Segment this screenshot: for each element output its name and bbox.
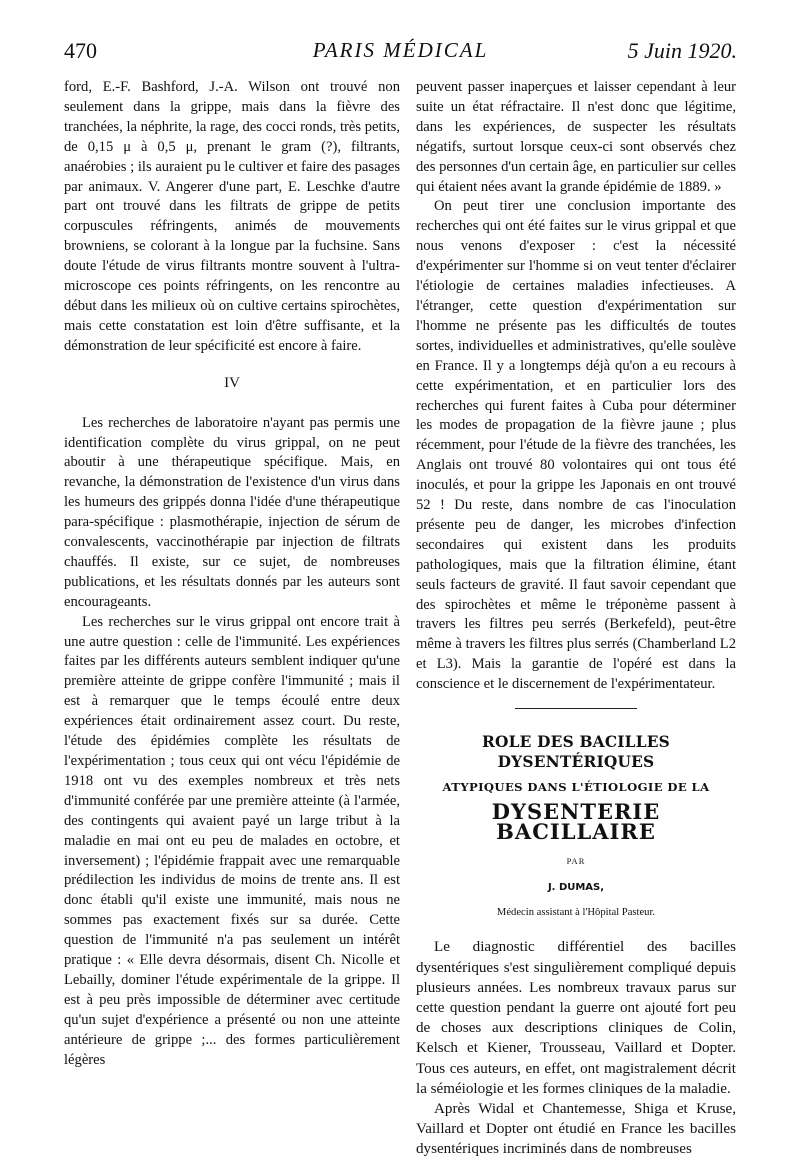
- left-paragraph-1: ford, E.-F. Bashford, J.-A. Wilson ont trouvé non seulement dans la grippe, mais dans la fièvre des tranchées, la néphrite, la rage, des cocci ronds, très petits, de 0,15 μ à 0,5 μ, prenant le gram (?), filtrants, anaérobies ; ils auraient pu le cultiver et faire des pasages par animaux. V. Angerer d'une part, E. Leschke d'autre part ont trouvé dans les filtrats de grippe de petits corpuscules réfringents, animés de mouvements browniens, se colorant à la longue par la fuchsine. Sans doute l'étude de virus filtrants montre souvent à l'ultra-microscope ces points réfringents, on les rencontre au début dans les milieux où on cultive certains spirochètes, mais cette constatation est loin d'être suffisante, et la démonstration de leur spécificité est encore à faire.: [64, 79, 400, 354]
- article-paragraph-2: Après Widal et Chantemesse, Shiga et Kruse, Vaillard et Dopter ont étudié en France les bacilles dysentériques incriminés dans de nombreuses: [416, 1100, 736, 1158]
- article-title-line-2: ATYPIQUES DANS L'ÉTIOLOGIE DE LA: [442, 779, 710, 794]
- section-number: IV: [224, 374, 240, 391]
- left-paragraph-3: Les recherches sur le virus grippal ont encore trait à une autre question : celle de l'immunité. Les expériences faites par les différents auteurs semblent indiquer qu'une première atteinte de grippe confère l'immunité ; mais il est à remarquer que le temps écoulé entre deux expériences était ordinairement assez court. Du reste, l'étude des épidémies complète les résultats de l'expérimentation ; tous ceux qui ont vécu l'épidémie de 1918 ont vu des exemples nombreux et très nets d'immunité conférée par une première atteinte (à l'armée, des contingents qui avaient payé un large tribut à la maladie en mai ont eu peu de malades en octobre, et inversement) ; l'épidémie frappait avec une remarquable prédilection les individus de moins de trente ans. Il est donc établi qu'il existe une immunité, mais nous ne sommes pas exactement fixés sur sa durée. Cette question de l'immunité n'a pas seulement un intérêt pratique : « Elle devra désormais, disent Ch. Nicolle et Lebailly, dominer l'étude expérimentale de la grippe. Il est à peu près impossible de déterminer avec certitude qu'un sujet d'expérience a présenté ou non une atteinte antérieure de grippe ;... des formes particulièrement légères: [64, 613, 400, 1068]
- page-header: [64, 38, 737, 68]
- section-divider: [515, 708, 637, 709]
- article-paragraph-1: Le diagnostic différentiel des bacilles dysentériques s'est singulièrement compliqué depuis plusieurs années. Les nombreux travaux parus sur cette question pendant la guerre ont ajouté fort peu de choses aux descriptions cliniques de Colin, Kelsch et Kiener, Trousseau, Vaillard et Dopter. Tous ces auteurs, en effet, ont magistralement décrit la séméiologie et les formes cliniques de la maladie.: [416, 939, 736, 1097]
- right-paragraph-2: On peut tirer une conclusion importante des recherches qui ont été faites sur le virus grippal et que nous venons d'exposer : c'est la nécessité d'expérimenter sur l'homme si on veut tenter d'éclairer l'étiologie de certaines maladies infectieuses. A l'étranger, cette question d'expérimentation sur l'homme ne présente pas les difficultés de toutes sortes, individuelles et administratives, qu'elle soulève en France. Il y a longtemps déjà qu'on a eu recours à cette expérimentation, et en particulier lors des recherches qui furent faites à Cuba pour déterminer les modes de propagation de la fièvre jaune ; plus récemment, pour l'étude de la fièvre des tranchées, les Anglais ont trouvé 80 volontaires qui ont tous été inoculés, et pour la grippe les Japonais en ont trouvé 52 ! Du reste, dans nombre de cas l'inoculation présente peu de danger, les microbes d'infection secondaires qui existent dans les produits pathologiques, mais que la filtration élimine, étant seuls facteurs de gravité. Il faut savoir cependant que des spirochètes et même le tréponème passent à travers les filtres peu serrés (Berkefeld), peut-être même à travers les filtres plus serrés (Chamberland L2 et L3). Mais la garantie de l'opéré est dans la conscience et le discernement de l'expérimentateur.: [416, 198, 736, 693]
- page-number: 470: [64, 38, 97, 63]
- issue-date: 5 Juin 1920.: [627, 38, 737, 63]
- article-title-line-1: ROLE DES BACILLES DYSENTÉRIQUES: [482, 733, 670, 771]
- author-affiliation: Médecin assistant à l'Hôpital Pasteur.: [496, 907, 656, 919]
- article-title-line-3: DYSENTERIE BACILLAIRE: [491, 798, 661, 844]
- byline-par: PAR: [566, 855, 586, 866]
- article-body: [416, 937, 736, 1159]
- journal-title: PARIS MÉDICAL: [312, 38, 489, 62]
- left-column: [64, 78, 400, 1071]
- article-author: J. DUMAS,: [547, 881, 605, 893]
- right-column: [416, 78, 736, 1160]
- left-paragraph-2: Les recherches de laboratoire n'ayant pas permis une identification complète du virus grippal, on ne peut aboutir à une thérapeutique spécifique. Mais, en revanche, la démonstration de l'existence d'un virus dans les humeurs des grippés donna l'idée d'une thérapeutique para-spécifique : plasmothérapie, injection de sérum de convalescents, vaccinothérapie par injection de filtrats chauffés. Il existe, sur ce sujet, de nombreuses publications, et les résultats donnés par les auteurs sont encourageants.: [64, 414, 400, 610]
- right-paragraph-1: peuvent passer inaperçues et laisser cependant à leur suite un état réfractaire. Il n'est donc que légitime, dans les expériences, de suspecter les résultats négatifs, surtout lorsque ceux-ci sont observés chez des personnes d'un certain âge, en particulier sur celles qui étaient nées avant la grande épidémie de 1889. »: [416, 79, 736, 195]
